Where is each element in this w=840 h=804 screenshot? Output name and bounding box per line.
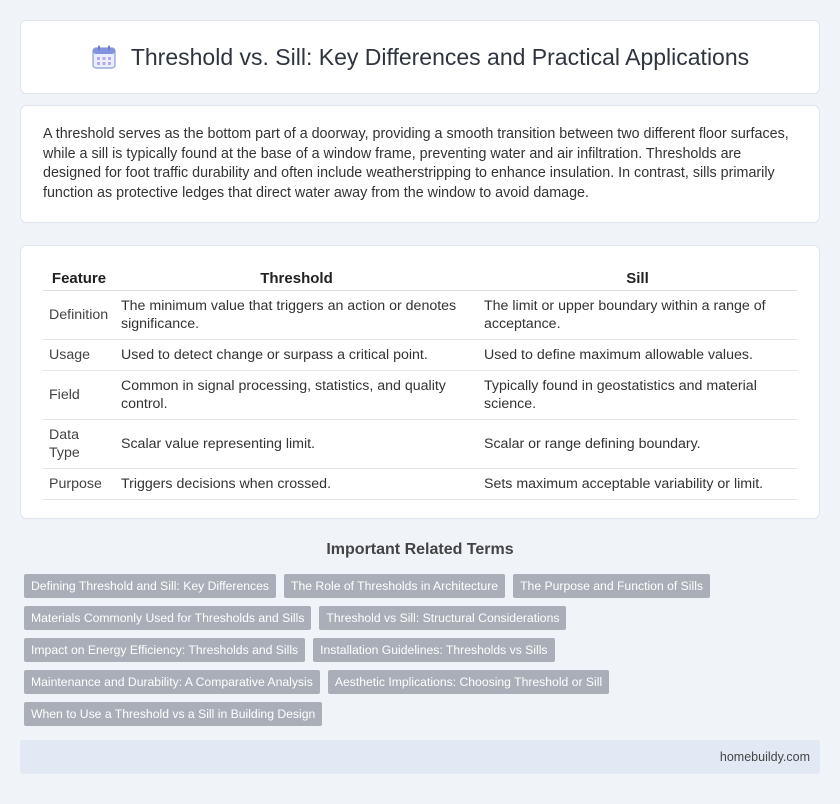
comparison-table (43, 266, 797, 500)
tag-row (24, 574, 814, 598)
intro-card (20, 105, 820, 223)
feature-cell: Definition (43, 291, 115, 340)
feature-cell: Usage (43, 340, 115, 371)
table-row (43, 340, 797, 371)
related-terms-tags (24, 574, 814, 734)
related-term-tag[interactable]: When to Use a Threshold vs a Sill in Building Design (24, 702, 322, 726)
header-card (20, 20, 820, 94)
related-terms-title: Important Related Terms (326, 541, 514, 558)
related-term-tag[interactable]: The Purpose and Function of Sills (513, 574, 710, 598)
header-feature: Feature (43, 266, 115, 291)
sill-cell: The limit or upper boundary within a range of acceptance. (478, 291, 797, 340)
page-title: Threshold vs. Sill: Key Differences and Practical Applications (130, 43, 750, 70)
table-row (43, 371, 797, 420)
threshold-cell: Scalar value representing limit. (115, 420, 478, 469)
tag-row (24, 638, 814, 662)
related-term-tag[interactable]: Impact on Energy Efficiency: Thresholds and Sills (24, 638, 305, 662)
feature-cell: Purpose (43, 469, 115, 500)
calendar-icon (91, 44, 117, 70)
related-term-tag[interactable]: The Role of Thresholds in Architecture (284, 574, 505, 598)
related-term-tag[interactable]: Installation Guidelines: Thresholds vs Sills (313, 638, 554, 662)
threshold-cell: Common in signal processing, statistics, and quality control. (115, 371, 478, 420)
related-term-tag[interactable]: Aesthetic Implications: Choosing Threshold or Sill (328, 670, 609, 694)
threshold-cell: Triggers decisions when crossed. (115, 469, 478, 500)
table-header-row (43, 266, 797, 291)
threshold-cell: The minimum value that triggers an action or denotes significance. (115, 291, 478, 340)
tag-row (24, 670, 814, 694)
related-term-tag[interactable]: Defining Threshold and Sill: Key Differences (24, 574, 276, 598)
sill-cell: Sets maximum acceptable variability or limit. (478, 469, 797, 500)
footer (20, 740, 820, 774)
footer-site-link[interactable]: homebuildy.com (719, 750, 810, 764)
sill-cell: Typically found in geostatistics and material science. (478, 371, 797, 420)
table-row (43, 420, 797, 469)
sill-cell: Scalar or range defining boundary. (478, 420, 797, 469)
table-row (43, 469, 797, 500)
threshold-cell: Used to detect change or surpass a critical point. (115, 340, 478, 371)
intro-text: A threshold serves as the bottom part of a doorway, providing a smooth transition between two different floor surfaces, while a sill is typically found at the base of a window frame, preventing water and air infiltration. Thresholds are designed for foot traffic durability and often include weatherstripping to enhance insulation. In contrast, sills primarily function as protective ledges that direct water away from the window to avoid damage. (43, 126, 789, 201)
feature-cell: Data Type (43, 420, 115, 469)
tag-row (24, 702, 814, 726)
related-term-tag[interactable]: Threshold vs Sill: Structural Considerations (319, 606, 566, 630)
tag-row (24, 606, 814, 630)
table-row (43, 291, 797, 340)
header-threshold: Threshold (115, 266, 478, 291)
related-term-tag[interactable]: Maintenance and Durability: A Comparative Analysis (24, 670, 320, 694)
header-sill: Sill (478, 266, 797, 291)
comparison-table-card (20, 245, 820, 519)
related-term-tag[interactable]: Materials Commonly Used for Thresholds and Sills (24, 606, 311, 630)
feature-cell: Field (43, 371, 115, 420)
sill-cell: Used to define maximum allowable values. (478, 340, 797, 371)
